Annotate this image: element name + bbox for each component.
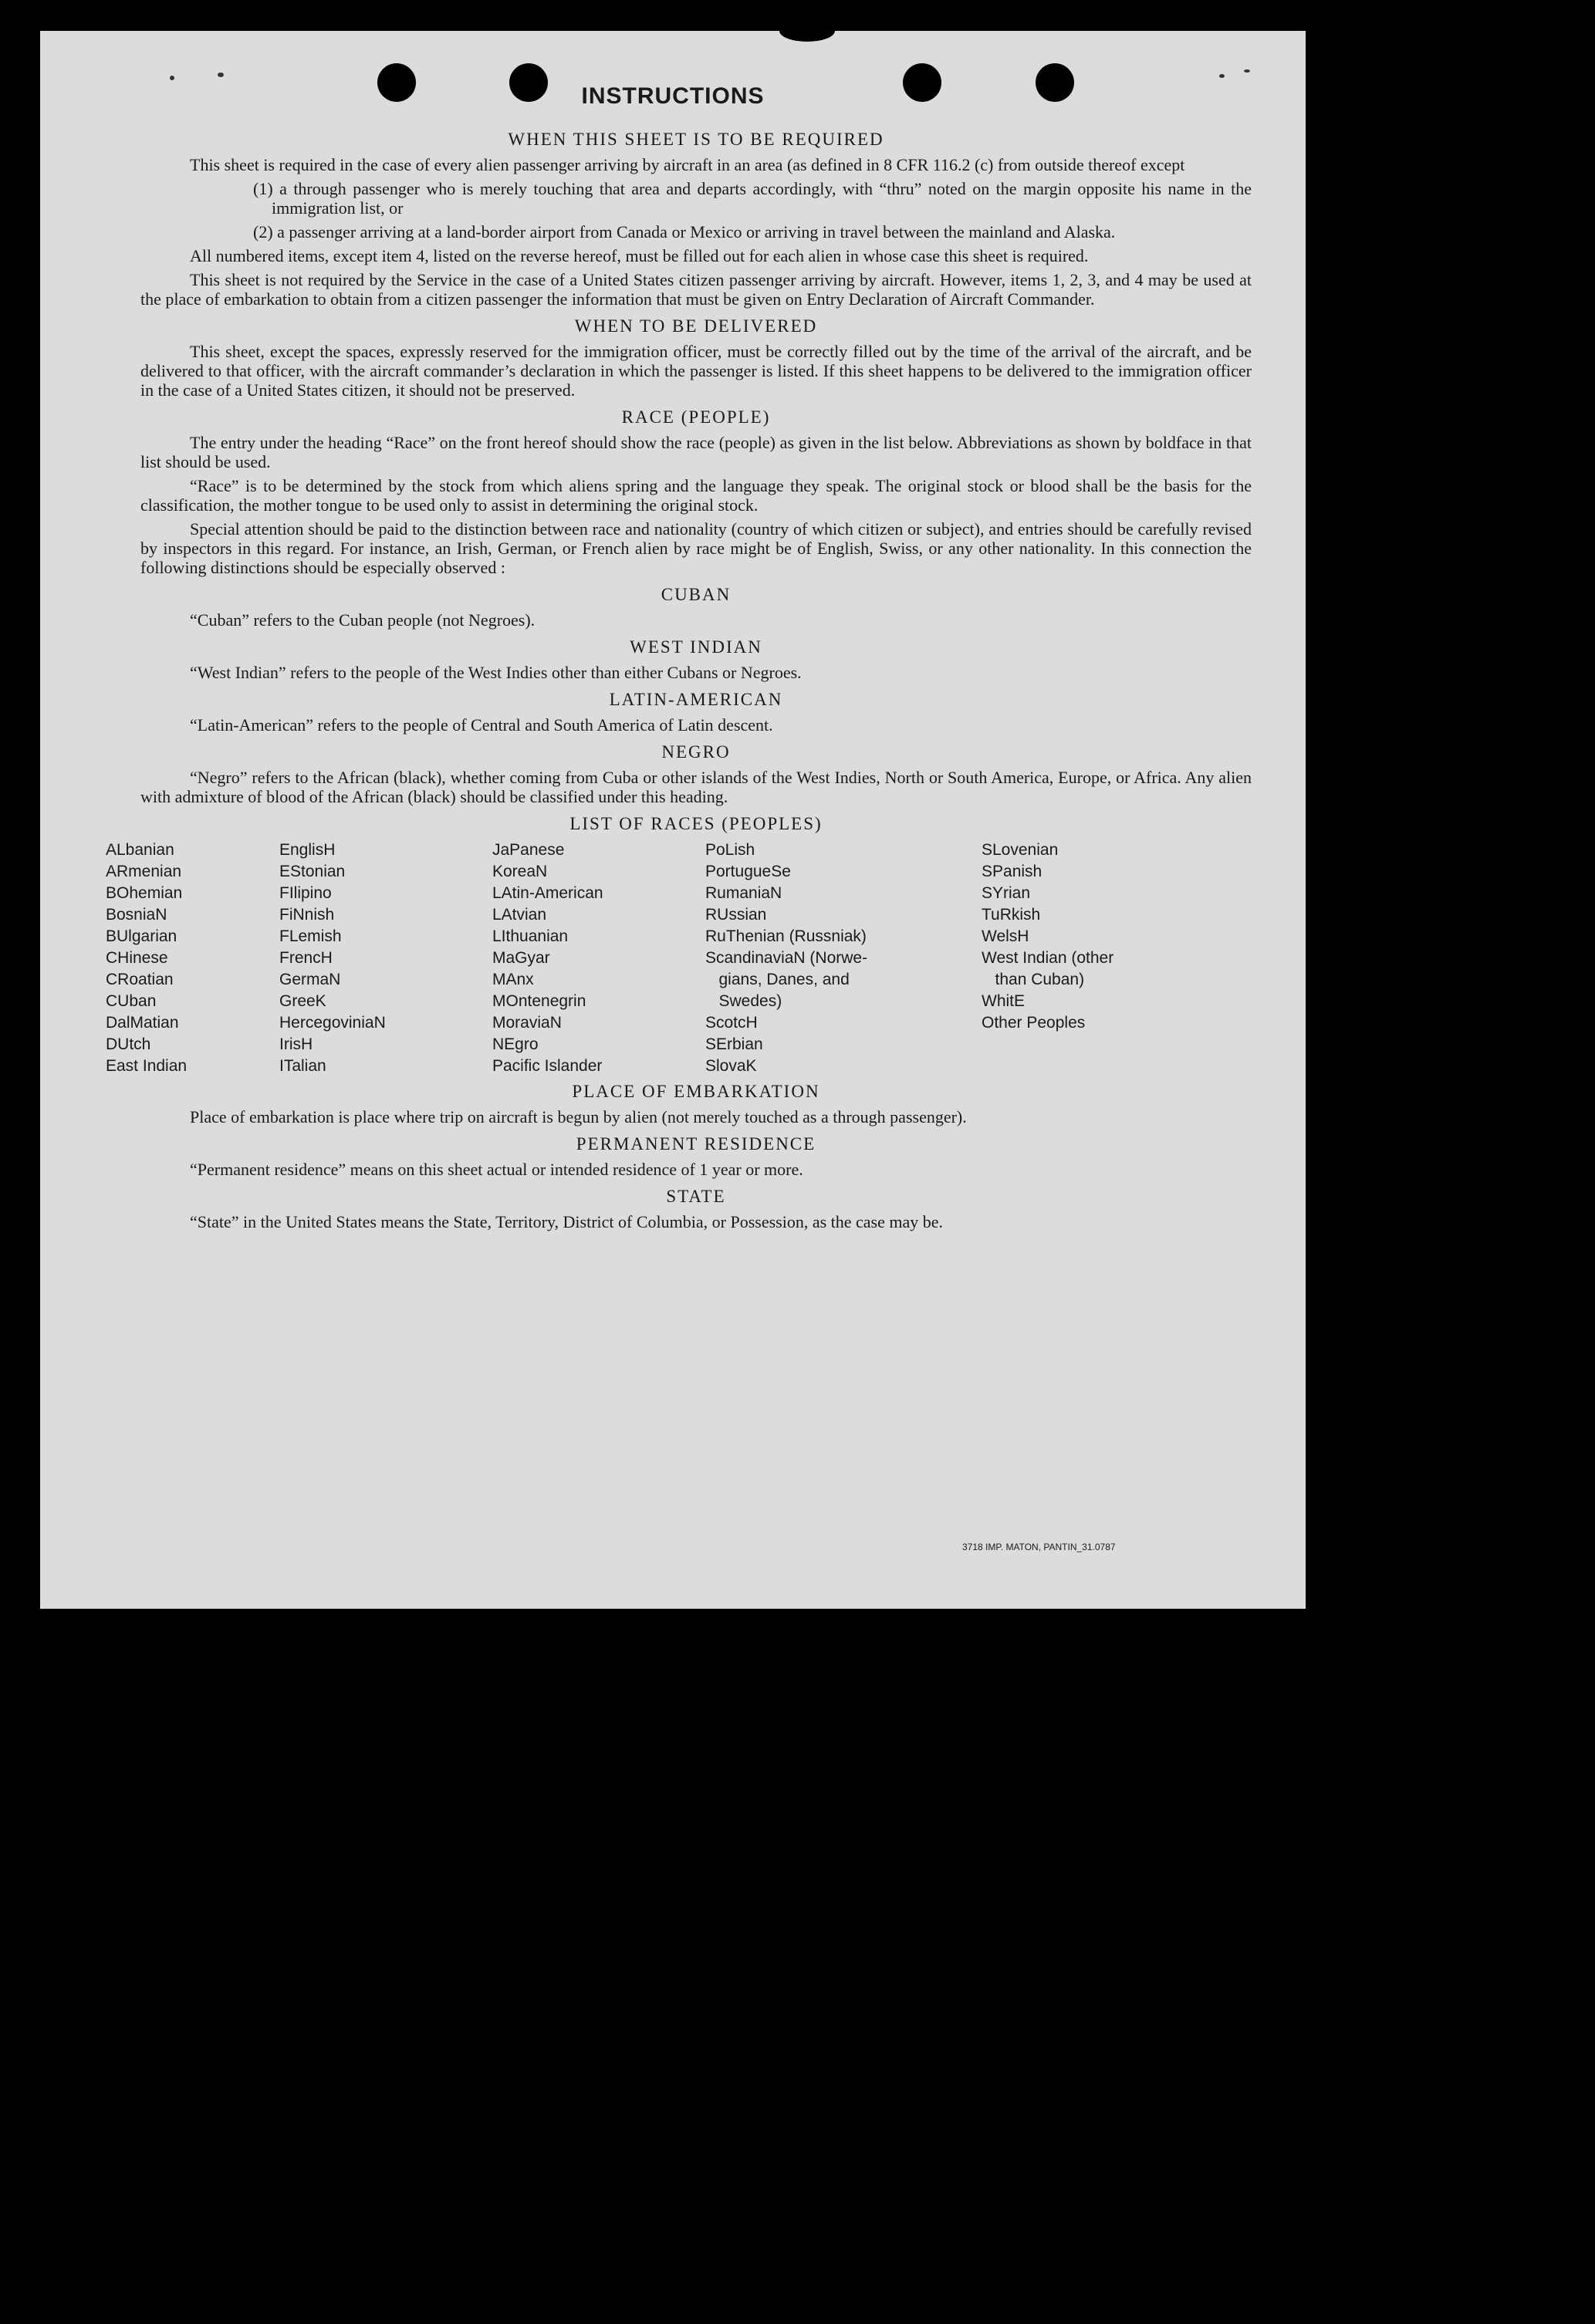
race-entry: MaGyar (492, 949, 550, 967)
races-column (106, 839, 187, 1077)
race-entry: SErbian (705, 1035, 763, 1053)
page-notch (779, 31, 835, 42)
speck (218, 73, 224, 77)
section-heading: LIST OF RACES (PEOPLES) (569, 814, 823, 833)
instructions-body (106, 122, 1252, 1236)
race-entry: LAtvian (492, 906, 547, 924)
section-heading: LATIN-AMERICAN (609, 690, 783, 709)
races-list (106, 839, 1252, 1075)
race-entry: Swedes) (705, 992, 782, 1010)
race-entry: NEgro (492, 1035, 539, 1053)
section-heading: WHEN TO BE DELIVERED (574, 316, 818, 336)
race-entry: ITalian (279, 1057, 326, 1075)
list-item: (2) a passenger arriving at a land-border airport from Canada or Mexico or arriving in travel between the mainland and Alaska. (253, 222, 1116, 242)
paragraph: “West Indian” refers to the people of the West Indies other than either Cubans or Negroes. (190, 663, 802, 682)
page-title: INSTRUCTIONS (581, 83, 765, 109)
race-entry: Other Peoples (982, 1014, 1086, 1032)
race-entry: MoraviaN (492, 1014, 562, 1032)
paragraph: This sheet is required in the case of every alien passenger arriving by aircraft in an area (as defined in 8 CFR 116.2 (c) from outside thereof except (190, 155, 1185, 174)
race-entry: BOhemian (106, 884, 183, 902)
print-code: 3718 IMP. MATON, PANTIN_31.0787 (962, 1542, 1116, 1552)
races-column (982, 839, 1113, 1034)
speck (170, 76, 174, 80)
race-entry: SYrian (982, 884, 1031, 902)
race-entry: PortugueSe (705, 863, 791, 880)
race-entry: GermaN (279, 971, 341, 988)
speck (1219, 74, 1225, 78)
section-heading: WEST INDIAN (630, 637, 762, 657)
race-entry: CHinese (106, 949, 168, 967)
race-entry: CUban (106, 992, 157, 1010)
race-entry: RumaniaN (705, 884, 782, 902)
race-entry: RUssian (705, 906, 767, 924)
race-entry: ScandinaviaN (Norwe- (705, 949, 868, 967)
race-entry: ALbanian (106, 841, 174, 859)
race-entry: FLemish (279, 927, 342, 945)
race-entry: East Indian (106, 1057, 188, 1075)
race-entry: KoreaN (492, 863, 548, 880)
paragraph: All numbered items, except item 4, listed on the reverse hereof, must be filled out for each alien in whose case this sheet is required. (190, 246, 1089, 265)
section-heading: PLACE OF EMBARKATION (572, 1082, 820, 1101)
races-column (492, 839, 603, 1077)
paragraph: “Negro” refers to the African (black), whether coming from Cuba or other islands of the West Indies, North or South America, Europe, or Africa. Any alien with admixture of blood of the African (black) should be classified under this heading. (140, 768, 1252, 806)
paragraph: This sheet is not required by the Service in the case of a United States citizen passenger arriving by aircraft. However, items 1, 2, 3, and 4 may be used at the place of embarkation to obtain from a citizen passenger the information that must be given on Entry Declaration of Aircraft Commander. (140, 270, 1252, 309)
race-entry: GreeK (279, 992, 326, 1010)
race-entry: MOntenegrin (492, 992, 586, 1010)
race-entry: TuRkish (982, 906, 1041, 924)
race-entry: CRoatian (106, 971, 174, 988)
paragraph: “Race” is to be determined by the stock from which aliens spring and the language they speak. The original stock or blood shall be the basis for the classification, the mother tongue to be used only to assist in determining the original stock. (140, 476, 1252, 515)
race-entry: LIthuanian (492, 927, 569, 945)
paragraph: “Cuban” refers to the Cuban people (not Negroes). (190, 610, 536, 630)
section-heading: CUBAN (661, 585, 732, 604)
race-entry: EnglisH (279, 841, 336, 859)
paragraph: “Latin-American” refers to the people of Central and South America of Latin descent. (190, 715, 773, 735)
race-entry: ScotcH (705, 1014, 758, 1032)
race-entry: BUlgarian (106, 927, 177, 945)
race-entry: JaPanese (492, 841, 565, 859)
document-page (40, 31, 1306, 1609)
race-entry: HercegoviniaN (279, 1014, 386, 1032)
race-entry: BosniaN (106, 906, 167, 924)
race-entry: MAnx (492, 971, 534, 988)
paragraph: “State” in the United States means the State, Territory, District of Columbia, or Possession, as the case may be. (190, 1212, 944, 1231)
race-entry: FIlipino (279, 884, 332, 902)
paragraph: Special attention should be paid to the distinction between race and nationality (country of which citizen or subject), and entries should be carefully revised by inspectors in this regard. For instance, an Irish, German, or French alien by race might be of English, Swiss, or any other nationality. In this connection the following distinctions should be especially observed : (140, 519, 1252, 577)
section-heading: PERMANENT RESIDENCE (576, 1134, 816, 1154)
list-item: (1) a through passenger who is merely touching that area and departs accordingly, with “thru” noted on the margin opposite his name in the immigration list, or (253, 179, 1252, 218)
paragraph: Place of embarkation is place where trip on aircraft is begun by alien (not merely touched as a through passenger). (190, 1107, 967, 1127)
race-entry: WelsH (982, 927, 1029, 945)
race-entry: West Indian (other (982, 949, 1114, 967)
race-entry: PoLish (705, 841, 755, 859)
race-entry: RuThenian (Russniak) (705, 927, 867, 945)
paragraph: This sheet, except the spaces, expressly reserved for the immigration officer, must be correctly filled out by the time of the arrival of the aircraft, and be delivered to that officer, with the aircraft commander’s declaration in which the passenger is listed. If this sheet happens to be delivered to the immigration officer in the case of a United States citizen, it should not be preserved. (140, 342, 1252, 400)
race-entry: FrencH (279, 949, 333, 967)
race-entry: LAtin-American (492, 884, 603, 902)
race-entry: FiNnish (279, 906, 335, 924)
speck (1244, 69, 1250, 73)
section-heading: RACE (PEOPLE) (621, 407, 771, 427)
race-entry: WhitE (982, 992, 1026, 1010)
race-entry: Pacific Islander (492, 1057, 603, 1075)
paragraph: “Permanent residence” means on this sheet actual or intended residence of 1 year or more. (190, 1160, 803, 1179)
race-entry: SlovaK (705, 1057, 757, 1075)
races-column (705, 839, 867, 1077)
section-heading: WHEN THIS SHEET IS TO BE REQUIRED (508, 130, 884, 149)
races-column (279, 839, 386, 1077)
section-heading: STATE (666, 1187, 726, 1206)
paragraph: The entry under the heading “Race” on the front hereof should show the race (people) as given in the list below. Abbreviations as shown by boldface in that list should be used. (140, 433, 1252, 471)
race-entry: DUtch (106, 1035, 151, 1053)
race-entry: gians, Danes, and (705, 971, 850, 988)
section-heading: NEGRO (661, 742, 731, 762)
race-entry: DalMatian (106, 1014, 179, 1032)
race-entry: IrisH (279, 1035, 313, 1053)
race-entry: SPanish (982, 863, 1042, 880)
race-entry: SLovenian (982, 841, 1059, 859)
race-entry: EStonian (279, 863, 346, 880)
race-entry: than Cuban) (982, 971, 1085, 988)
race-entry: ARmenian (106, 863, 182, 880)
